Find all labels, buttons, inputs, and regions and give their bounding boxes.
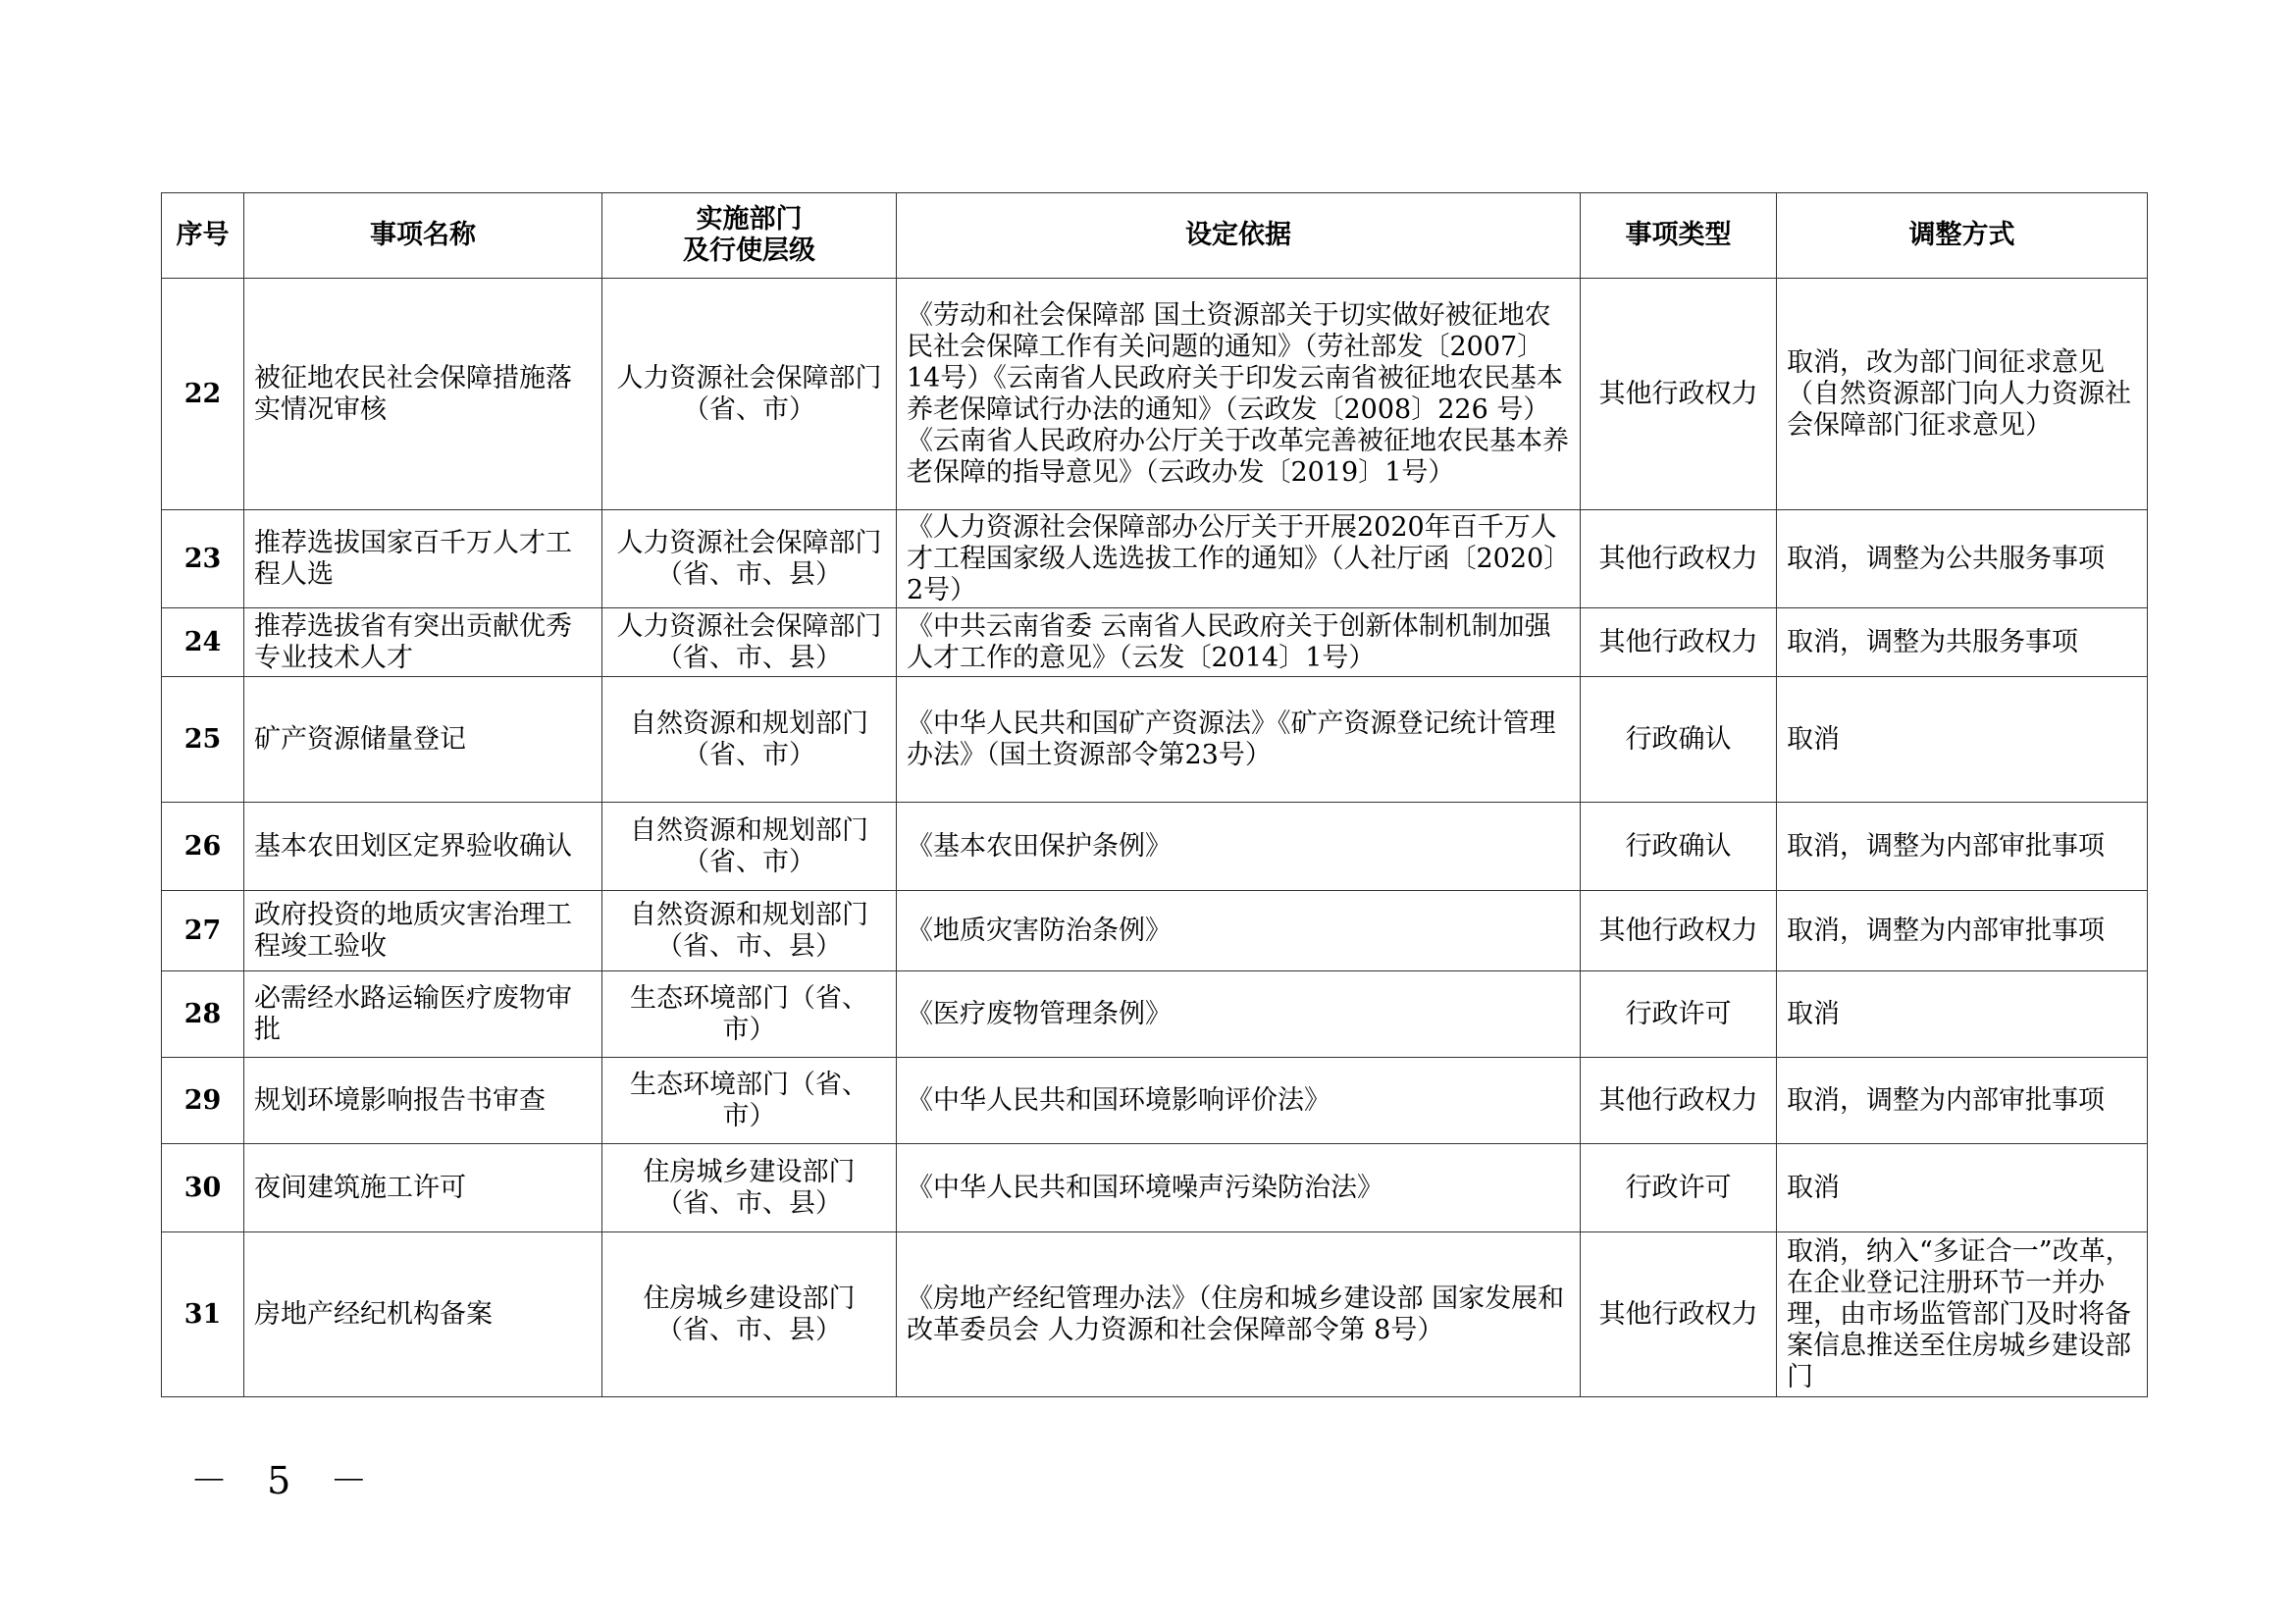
item-dept: 自然资源和规划部门（省、市） bbox=[602, 803, 897, 891]
item-basis: 《中华人民共和国矿产资源法》《矿产资源登记统计管理办法》（国土资源部令第23号） bbox=[897, 677, 1581, 803]
row-number: 26 bbox=[162, 803, 244, 891]
item-basis: 《地质灾害防治条例》 bbox=[897, 891, 1581, 971]
item-adjustment: 取消，纳入“多证合一”改革，在企业登记注册环节一并办理，由市场监管部门及时将备案信息推送至住房城乡建设部门 bbox=[1777, 1232, 2148, 1397]
item-type: 其他行政权力 bbox=[1581, 1232, 1777, 1397]
row-number: 28 bbox=[162, 971, 244, 1058]
item-basis: 《房地产经纪管理办法》（住房和城乡建设部 国家发展和改革委员会 人力资源和社会保障部令第 8号） bbox=[897, 1232, 1581, 1397]
row-number: 27 bbox=[162, 891, 244, 971]
item-dept: 住房城乡建设部门（省、市、县） bbox=[602, 1232, 897, 1397]
item-name: 夜间建筑施工许可 bbox=[244, 1144, 602, 1232]
item-type: 行政许可 bbox=[1581, 971, 1777, 1058]
table-row bbox=[162, 1058, 2148, 1144]
item-basis: 《中华人民共和国环境影响评价法》 bbox=[897, 1058, 1581, 1144]
row-number: 25 bbox=[162, 677, 244, 803]
item-type: 其他行政权力 bbox=[1581, 608, 1777, 677]
item-name: 必需经水路运输医疗废物审批 bbox=[244, 971, 602, 1058]
header-type: 事项类型 bbox=[1581, 193, 1777, 279]
item-type: 其他行政权力 bbox=[1581, 1058, 1777, 1144]
item-dept: 住房城乡建设部门（省、市、县） bbox=[602, 1144, 897, 1232]
header-dept-line2: 及行使层级 bbox=[683, 236, 815, 266]
items-table bbox=[161, 192, 2148, 1397]
item-type: 其他行政权力 bbox=[1581, 510, 1777, 608]
item-name: 政府投资的地质灾害治理工程竣工验收 bbox=[244, 891, 602, 971]
table-row bbox=[162, 803, 2148, 891]
table-row bbox=[162, 971, 2148, 1058]
item-dept: 人力资源社会保障部门（省、市、县） bbox=[602, 608, 897, 677]
item-adjustment: 取消，调整为内部审批事项 bbox=[1777, 803, 2148, 891]
item-dept: 自然资源和规划部门（省、市） bbox=[602, 677, 897, 803]
item-dept: 自然资源和规划部门（省、市、县） bbox=[602, 891, 897, 971]
item-type: 行政确认 bbox=[1581, 677, 1777, 803]
row-number: 23 bbox=[162, 510, 244, 608]
row-number: 30 bbox=[162, 1144, 244, 1232]
table-row bbox=[162, 891, 2148, 971]
item-name: 房地产经纪机构备案 bbox=[244, 1232, 602, 1397]
table-row bbox=[162, 279, 2148, 510]
item-adjustment: 取消，调整为共服务事项 bbox=[1777, 608, 2148, 677]
item-name: 推荐选拔省有突出贡献优秀专业技术人才 bbox=[244, 608, 602, 677]
item-adjustment: 取消 bbox=[1777, 971, 2148, 1058]
item-basis: 《中华人民共和国环境噪声污染防治法》 bbox=[897, 1144, 1581, 1232]
row-number: 24 bbox=[162, 608, 244, 677]
item-basis: 《基本农田保护条例》 bbox=[897, 803, 1581, 891]
table-row bbox=[162, 677, 2148, 803]
row-number: 31 bbox=[162, 1232, 244, 1397]
header-num: 序号 bbox=[162, 193, 244, 279]
header-name: 事项名称 bbox=[244, 193, 602, 279]
item-adjustment: 取消 bbox=[1777, 1144, 2148, 1232]
item-type: 其他行政权力 bbox=[1581, 279, 1777, 510]
item-dept: 人力资源社会保障部门（省、市） bbox=[602, 279, 897, 510]
table-row bbox=[162, 608, 2148, 677]
item-name: 规划环境影响报告书审查 bbox=[244, 1058, 602, 1144]
item-type: 其他行政权力 bbox=[1581, 891, 1777, 971]
table-row bbox=[162, 1232, 2148, 1397]
item-adjustment: 取消，改为部门间征求意见（自然资源部门向人力资源社会保障部门征求意见） bbox=[1777, 279, 2148, 510]
item-adjustment: 取消，调整为公共服务事项 bbox=[1777, 510, 2148, 608]
item-name: 被征地农民社会保障措施落实情况审核 bbox=[244, 279, 602, 510]
item-dept: 人力资源社会保障部门（省、市、县） bbox=[602, 510, 897, 608]
header-basis: 设定依据 bbox=[897, 193, 1581, 279]
row-number: 22 bbox=[162, 279, 244, 510]
item-type: 行政确认 bbox=[1581, 803, 1777, 891]
item-basis: 《劳动和社会保障部 国土资源部关于切实做好被征地农民社会保障工作有关问题的通知》（劳社部发〔2007〕14号）《云南省人民政府关于印发云南省被征地农民基本养老保障试行办法的通知》（云政发〔2008〕226 号）《云南省人民政府办公厅关于改革完善被征地农民基本养老保障的指导意见》（云政办发〔2019〕1号） bbox=[897, 279, 1581, 510]
item-dept: 生态环境部门（省、市） bbox=[602, 1058, 897, 1144]
header-dept-line1: 实施部门 bbox=[696, 204, 803, 235]
item-dept: 生态环境部门（省、市） bbox=[602, 971, 897, 1058]
table-row bbox=[162, 510, 2148, 608]
item-name: 矿产资源储量登记 bbox=[244, 677, 602, 803]
header-dept bbox=[602, 193, 897, 279]
item-adjustment: 取消 bbox=[1777, 677, 2148, 803]
item-adjustment: 取消，调整为内部审批事项 bbox=[1777, 891, 2148, 971]
row-number: 29 bbox=[162, 1058, 244, 1144]
item-basis: 《医疗废物管理条例》 bbox=[897, 971, 1581, 1058]
items-table-container bbox=[161, 192, 2147, 1397]
header-adj: 调整方式 bbox=[1777, 193, 2148, 279]
page-number: － 5 － bbox=[190, 1459, 382, 1502]
item-name: 基本农田划区定界验收确认 bbox=[244, 803, 602, 891]
item-type: 行政许可 bbox=[1581, 1144, 1777, 1232]
item-adjustment: 取消，调整为内部审批事项 bbox=[1777, 1058, 2148, 1144]
table-row bbox=[162, 1144, 2148, 1232]
item-basis: 《人力资源社会保障部办公厅关于开展2020年百千万人才工程国家级人选选拔工作的通知》（人社厅函〔2020〕2号） bbox=[897, 510, 1581, 608]
table-header-row bbox=[162, 193, 2148, 279]
item-basis: 《中共云南省委 云南省人民政府关于创新体制机制加强人才工作的意见》（云发〔2014〕1号） bbox=[897, 608, 1581, 677]
item-name: 推荐选拔国家百千万人才工程人选 bbox=[244, 510, 602, 608]
